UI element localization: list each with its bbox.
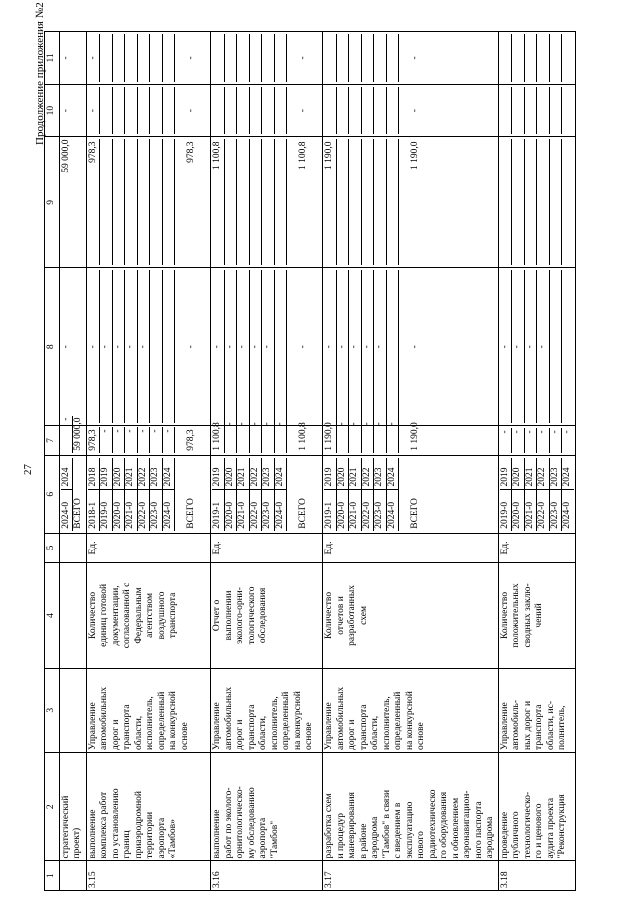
section-unit: Ед. xyxy=(323,533,499,563)
value xyxy=(361,140,374,266)
col-num: 1 xyxy=(45,861,60,891)
section-number: 3.17 xyxy=(323,861,499,891)
total-value: - xyxy=(410,345,421,349)
total-value: - xyxy=(186,109,197,113)
value xyxy=(524,87,537,135)
year-code: 2021-0 xyxy=(125,489,138,531)
year-code: 2019-0 xyxy=(500,489,512,531)
value xyxy=(562,34,574,82)
year-code: 2022-0 xyxy=(537,489,550,531)
value: - xyxy=(374,420,387,453)
total-value: - xyxy=(410,109,421,113)
value xyxy=(137,87,150,135)
year: 2020 xyxy=(224,458,237,489)
value: - xyxy=(512,270,525,423)
total-value: - xyxy=(298,56,309,60)
section-name: разработка схем и процедур маневрирования в районе аэродрома "Тамбов" в связи с введением в эксплуатацию нового радиотехническо го оборудования и обновлением аэронавигацион- ного паспорта аэродрома xyxy=(323,752,499,861)
value xyxy=(274,270,287,423)
value: - xyxy=(224,270,237,423)
col-num: 6 xyxy=(45,455,60,533)
section-unit: Ед. xyxy=(86,533,211,563)
year-code: 2020-0 xyxy=(224,489,237,531)
value: - xyxy=(500,270,512,423)
value: - xyxy=(100,427,113,452)
col-num: 2 xyxy=(45,752,60,861)
value xyxy=(274,34,287,82)
value xyxy=(262,140,275,266)
section-indicator: Количество положительных сводных заклю- чений xyxy=(498,563,575,668)
col-num: 10 xyxy=(45,84,60,137)
value xyxy=(336,34,349,82)
value: - xyxy=(562,430,572,434)
value: - xyxy=(237,420,250,453)
value xyxy=(212,87,224,135)
year: 2024 xyxy=(562,458,574,489)
section-c7 xyxy=(86,426,211,456)
value xyxy=(349,87,362,135)
value: - xyxy=(100,270,113,423)
total-value: - xyxy=(186,56,197,60)
year-code: 2023-0 xyxy=(150,489,163,531)
value: - xyxy=(361,270,374,423)
section-executor: Управление автомобиль- ных дорог и транспорта области, ис- полнитель, xyxy=(498,668,575,752)
value xyxy=(150,270,163,423)
value xyxy=(386,87,399,135)
section-years xyxy=(211,455,323,533)
section-row xyxy=(86,32,211,891)
year: 2024 xyxy=(162,458,175,489)
value xyxy=(386,34,399,82)
value: 1 100,8 xyxy=(212,140,224,266)
section-executor: Управление автомобильных дорог и транспорта области, исполнитель, определенный на конкурсной основе xyxy=(86,668,211,752)
value xyxy=(237,87,250,135)
value: - xyxy=(112,427,125,452)
year-code: 2020-0 xyxy=(512,489,525,531)
value xyxy=(562,87,574,135)
value: - xyxy=(137,427,150,452)
year-code: 2023-0 xyxy=(262,489,275,531)
section-c11 xyxy=(211,32,323,85)
section-years xyxy=(498,455,575,533)
value: - xyxy=(274,420,287,453)
carryover-col10: - xyxy=(59,84,86,137)
value: - xyxy=(249,420,262,453)
value xyxy=(549,34,562,82)
value: - xyxy=(237,270,250,423)
value xyxy=(537,140,550,266)
year: 2021 xyxy=(237,458,250,489)
value xyxy=(162,34,175,82)
carryover-years xyxy=(59,455,86,533)
value xyxy=(100,87,113,135)
total-value: - xyxy=(186,345,197,349)
value: - xyxy=(374,270,387,423)
column-number-row xyxy=(45,32,60,891)
value xyxy=(562,140,574,266)
section-c9 xyxy=(211,137,323,268)
value: - xyxy=(88,270,100,423)
value xyxy=(249,34,262,82)
value: - xyxy=(537,428,550,453)
value: - xyxy=(549,428,562,453)
value xyxy=(162,270,175,423)
value xyxy=(274,140,287,266)
year-code: 2023-0 xyxy=(374,489,387,531)
year: 2023 xyxy=(374,458,387,489)
year: 2022 xyxy=(361,458,374,489)
value xyxy=(361,34,374,82)
year: 2021 xyxy=(125,458,138,489)
value: - xyxy=(262,420,275,453)
value: - xyxy=(88,87,100,135)
year: 2021 xyxy=(349,458,362,489)
year: 2024 xyxy=(386,458,399,489)
year: 2020 xyxy=(512,458,525,489)
carryover-project-name: стратегический проект) xyxy=(59,752,86,861)
value xyxy=(386,270,399,423)
value: 978,3 xyxy=(87,429,98,451)
year-code: 2024-0 xyxy=(61,489,73,531)
value xyxy=(274,87,287,135)
section-years xyxy=(323,455,499,533)
total-value: 1 190,0 xyxy=(410,422,421,451)
value xyxy=(549,87,562,135)
value xyxy=(500,34,512,82)
value xyxy=(512,140,525,266)
value xyxy=(500,87,512,135)
section-c8 xyxy=(211,268,323,426)
total-label: ВСЕГО xyxy=(73,498,83,529)
page-number: 27 xyxy=(22,464,34,475)
total-label: ВСЕГО xyxy=(410,498,421,529)
carryover-col7 xyxy=(59,417,86,456)
section-c11 xyxy=(498,32,575,85)
value xyxy=(125,87,138,135)
value xyxy=(524,140,537,266)
value xyxy=(212,34,224,82)
total-label: ВСЕГО xyxy=(186,498,197,529)
section-row xyxy=(323,32,499,891)
value: 59 000,0 xyxy=(73,417,83,451)
value xyxy=(500,140,512,266)
value xyxy=(125,140,138,266)
value: - xyxy=(537,270,550,423)
value xyxy=(162,87,175,135)
section-indicator: Количество отчетов и разработанных схем xyxy=(323,563,499,668)
value: - xyxy=(512,428,525,453)
value xyxy=(137,34,150,82)
year: 2018 xyxy=(88,458,100,489)
year-code: 2019-1 xyxy=(324,489,336,531)
year: 2023 xyxy=(549,458,562,489)
year: 2019 xyxy=(212,458,224,489)
year-code: 2024-0 xyxy=(274,489,287,531)
section-c9 xyxy=(323,137,499,268)
section-indicator: Отчет о выполнении эколого-орни- тологического обследования xyxy=(211,563,323,668)
value xyxy=(249,87,262,135)
value xyxy=(162,140,175,266)
value xyxy=(549,270,562,423)
year: 2024 xyxy=(61,458,73,489)
year-code: 2021-0 xyxy=(524,489,537,531)
section-row xyxy=(498,32,575,891)
section-unit: Ед. xyxy=(211,533,323,563)
total-value: 1 100,8 xyxy=(298,141,309,170)
value xyxy=(224,140,237,266)
section-number: 3.15 xyxy=(86,861,211,891)
value: - xyxy=(336,270,349,423)
value xyxy=(125,34,138,82)
value xyxy=(537,34,550,82)
section-c7 xyxy=(498,426,575,456)
value: - xyxy=(88,34,100,82)
value: - xyxy=(524,270,537,423)
total-value: - xyxy=(298,345,309,349)
year-code: 2021-0 xyxy=(349,489,362,531)
value: - xyxy=(125,427,138,452)
year: 2019 xyxy=(500,458,512,489)
value: - xyxy=(262,270,275,423)
section-c11 xyxy=(323,32,499,85)
value: - xyxy=(61,416,73,453)
total-value: 1 190,0 xyxy=(410,141,421,170)
value xyxy=(150,87,163,135)
total-value: - xyxy=(410,56,421,60)
value: - xyxy=(324,270,336,423)
value xyxy=(562,270,574,423)
value: 978,3 xyxy=(88,140,100,266)
section-c8 xyxy=(323,268,499,426)
section-name: проведение публичного технологическо- го и ценового аудита проекта "Реконструкция xyxy=(498,752,575,861)
year-code: 2022-0 xyxy=(249,489,262,531)
value: - xyxy=(524,428,537,453)
value xyxy=(349,34,362,82)
section-unit: Ед. xyxy=(498,533,575,563)
year-code: 2022-0 xyxy=(137,489,150,531)
sections-body xyxy=(86,32,575,891)
section-c9 xyxy=(498,137,575,268)
value xyxy=(374,87,387,135)
value: - xyxy=(137,270,150,423)
year-code: 2024-0 xyxy=(562,501,572,529)
total-value: 978,3 xyxy=(186,429,197,451)
value xyxy=(512,87,525,135)
section-c11 xyxy=(86,32,211,85)
value: - xyxy=(349,270,362,423)
section-indicator: Количество единиц готовой документации, согласованной с Федеральным агентством воздушного транспорта xyxy=(86,563,211,668)
section-row xyxy=(211,32,323,891)
section-c10 xyxy=(86,84,211,137)
year-code: 2023-0 xyxy=(549,489,562,531)
value xyxy=(224,87,237,135)
col-num: 8 xyxy=(45,268,60,426)
year: 2023 xyxy=(262,458,275,489)
total-value: 978,3 xyxy=(186,141,197,163)
value: 1 190,0 xyxy=(324,422,334,451)
total-value: 1 100,8 xyxy=(298,422,309,451)
col-num: 9 xyxy=(45,137,60,268)
value: - xyxy=(500,428,512,453)
col-num: 11 xyxy=(45,32,60,85)
section-c10 xyxy=(323,84,499,137)
value: - xyxy=(112,270,125,423)
value: - xyxy=(150,427,163,452)
year-code: 2020-0 xyxy=(112,489,125,531)
value xyxy=(112,34,125,82)
carryover-col11: - xyxy=(59,32,86,85)
year-code: 2019-0 xyxy=(100,489,113,531)
section-c10 xyxy=(498,84,575,137)
section-name: выполнение работ по эколого- орнитологическо- му обследованию аэропорта "Тамбов" xyxy=(211,752,323,861)
year: 2020 xyxy=(336,458,349,489)
year-code: 2024-0 xyxy=(386,489,399,531)
total-label: ВСЕГО xyxy=(298,498,309,529)
value xyxy=(137,140,150,266)
section-executor: Управление автомобильных дорог и транспорта области, исполнитель, определенный на конкурсной основе xyxy=(211,668,323,752)
year-code: 2019-1 xyxy=(212,489,224,531)
value xyxy=(336,140,349,266)
value: - xyxy=(349,420,362,453)
year-code: 2018-1 xyxy=(88,489,100,531)
value xyxy=(112,87,125,135)
value: - xyxy=(249,270,262,423)
col-num: 3 xyxy=(45,668,60,752)
value xyxy=(349,140,362,266)
value xyxy=(549,140,562,266)
value xyxy=(336,87,349,135)
value xyxy=(361,87,374,135)
value: - xyxy=(125,270,138,423)
value xyxy=(237,34,250,82)
section-c8 xyxy=(498,268,575,426)
year: 2019 xyxy=(324,458,336,489)
value xyxy=(100,140,113,266)
value xyxy=(112,140,125,266)
col-num: 7 xyxy=(45,426,60,456)
section-number: 3.18 xyxy=(498,861,575,891)
section-c8 xyxy=(86,268,211,426)
section-c9 xyxy=(86,137,211,268)
section-c7 xyxy=(211,422,323,456)
year: 2023 xyxy=(150,458,163,489)
value xyxy=(324,34,336,82)
year: 2021 xyxy=(524,458,537,489)
value xyxy=(374,140,387,266)
value xyxy=(150,34,163,82)
section-years xyxy=(86,455,211,533)
year-code: 2022-0 xyxy=(361,489,374,531)
top-carryover-row xyxy=(59,32,86,891)
value xyxy=(262,34,275,82)
value xyxy=(537,87,550,135)
carryover-col9: 59 000,0 xyxy=(59,137,86,268)
value xyxy=(386,140,399,266)
value: - xyxy=(336,420,349,453)
year: 2022 xyxy=(249,458,262,489)
year-code: 2024-0 xyxy=(162,489,175,531)
year-code: 2021-0 xyxy=(237,489,250,531)
section-number: 3.16 xyxy=(211,861,323,891)
col-num: 5 xyxy=(45,533,60,563)
year: 2022 xyxy=(537,458,550,489)
carryover-col8: - xyxy=(59,268,86,426)
value xyxy=(100,34,113,82)
year: 2024 xyxy=(274,458,287,489)
section-c7 xyxy=(323,422,499,456)
value: - xyxy=(386,420,399,453)
total-value: - xyxy=(298,109,309,113)
year: 2019 xyxy=(100,458,113,489)
continuation-title: Продолжение приложения №2 xyxy=(34,2,46,145)
value: - xyxy=(212,270,224,423)
value: 1 100,8 xyxy=(212,422,222,451)
value: - xyxy=(224,420,237,453)
value xyxy=(512,34,525,82)
section-c10 xyxy=(211,84,323,137)
value xyxy=(150,140,163,266)
year: 2020 xyxy=(112,458,125,489)
appendix-table xyxy=(44,31,576,891)
section-executor: Управление автомобильных дорог и транспорта области, исполнитель, определенный на конкурсной основе xyxy=(323,668,499,752)
value: 1 190,0 xyxy=(324,140,336,266)
col-num: 4 xyxy=(45,563,60,668)
value: - xyxy=(361,420,374,453)
value: - xyxy=(162,427,175,452)
value xyxy=(524,34,537,82)
year-code: 2020-0 xyxy=(336,489,349,531)
value xyxy=(224,34,237,82)
value xyxy=(324,87,336,135)
year: 2022 xyxy=(137,458,150,489)
value xyxy=(237,140,250,266)
value xyxy=(374,34,387,82)
value xyxy=(262,87,275,135)
value xyxy=(249,140,262,266)
section-name: выполнение комплекса работ по установлению границ приаэродромной территории аэропорта «Тамбов» xyxy=(86,752,211,861)
